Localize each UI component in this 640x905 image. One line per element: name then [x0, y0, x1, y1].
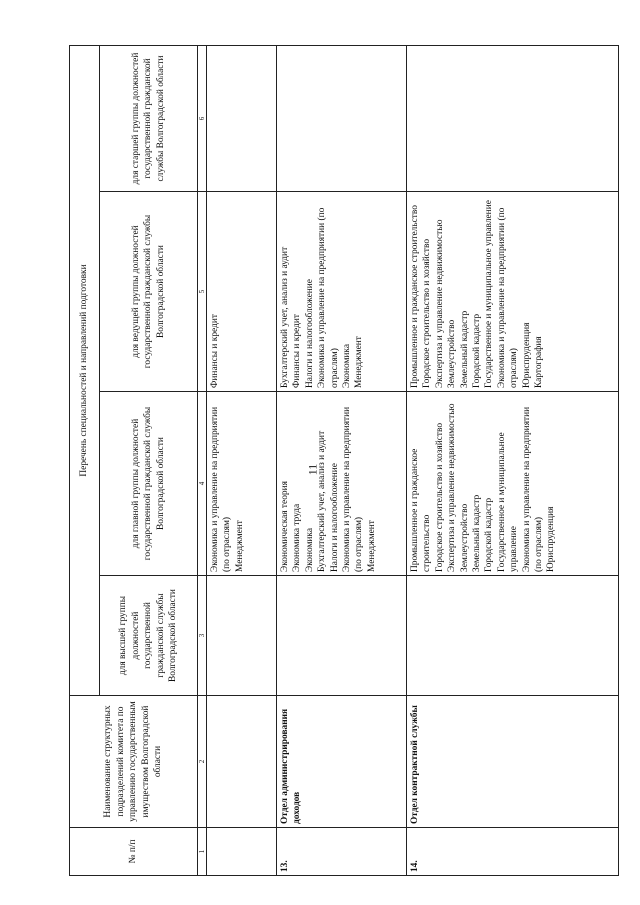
specialty-item: Экономика и управление на предприятии (по отраслям)	[496, 207, 520, 388]
specialty-item: Городское строительство и хозяйство	[422, 238, 433, 388]
header-leading-group: для ведущей группы должностей государственной гражданской службы Волгоградской области	[100, 192, 198, 392]
specialty-item: Экономика и управление на предприятии (по отраслям)	[521, 406, 545, 572]
highest-group-list	[207, 576, 277, 696]
main-group-list	[277, 392, 407, 576]
specialty-item: Землеустройство	[459, 503, 470, 572]
main-group-list	[207, 392, 277, 576]
specialty-item: Финансы и кредит	[292, 314, 303, 388]
header-main-group: для главной группы должностей государственной гражданской службы Волгоградской области	[100, 392, 198, 576]
senior-group-list	[277, 45, 407, 191]
rotated-table-container	[69, 46, 618, 876]
header-row-1	[70, 45, 100, 875]
specialty-item: Налоги и налогообложение	[329, 463, 340, 572]
specialty-item: Картография	[534, 336, 545, 388]
senior-group-list	[207, 45, 277, 191]
header-senior-group: для старшей группы должностей государственной гражданской службы Волгоградской области	[100, 45, 198, 191]
specialty-item: Финансы и кредит	[210, 314, 220, 388]
specialty-item: Государственное и муниципальное управление	[496, 432, 520, 572]
specialties-table	[69, 45, 619, 876]
specialty-item: Городской кадастр	[484, 497, 495, 572]
col-number: 5	[198, 192, 207, 392]
highest-group-list	[277, 576, 407, 696]
specialty-item: Бухгалтерский учет, анализ и аудит	[317, 430, 328, 572]
specialty-item: Экономика	[342, 343, 353, 388]
row-number: 13.	[277, 828, 407, 876]
specialty-item: Промышленное и гражданское строительство	[410, 205, 420, 388]
subdivision-name: Отдел контрактной службы	[407, 696, 619, 828]
col-number: 4	[198, 392, 207, 576]
leading-group-list	[277, 192, 407, 392]
header-group-title: Перечень специальностей и направлений подготовки	[70, 45, 100, 695]
row-number	[207, 828, 277, 876]
subdivision-name	[207, 696, 277, 828]
specialty-item: Государственное и муниципальное управление	[484, 200, 495, 388]
highest-group-list	[407, 576, 619, 696]
specialty-item: Городской кадастр	[472, 313, 483, 388]
specialty-item: Промышленное и гражданское строительство	[410, 448, 433, 572]
header-subdivision: Наименование структурных подразделений комитета по управлению государственным имуществом Волгоградской области	[70, 696, 198, 828]
header-num: № п/п	[70, 828, 198, 876]
specialty-item: Налоги и налогообложение	[304, 279, 315, 388]
header-highest-group: для высшей группы должностей государственной гражданской службы Волгоградской области	[100, 576, 198, 696]
specialty-item: Юриспруденция	[521, 322, 532, 388]
specialty-item: Экономическая теория	[280, 481, 290, 572]
specialty-item: Землеустройство	[447, 319, 458, 388]
specialty-item: Менеджмент	[234, 520, 245, 572]
specialty-item: Экономика и управление на предприятии (по отраслям)	[317, 207, 340, 388]
senior-group-list	[407, 45, 619, 191]
specialty-item: Бухгалтерский учет, анализ и аудит	[280, 246, 290, 388]
specialty-item: Земельный кадастр	[459, 310, 470, 388]
leading-group-list	[207, 192, 277, 392]
table-row	[207, 45, 277, 875]
col-number: 1	[198, 828, 207, 876]
specialty-item: Экономика труда	[292, 503, 303, 572]
col-number: 6	[198, 45, 207, 191]
specialty-item: Экспертиза и управление недвижимостью	[434, 219, 445, 388]
specialty-item: Экономика и управление на предприятии (по отраслям)	[210, 406, 233, 572]
specialty-item: Земельный кадастр	[472, 494, 483, 572]
main-group-list	[407, 392, 619, 576]
specialty-item: Городское строительство и хозяйство	[434, 422, 445, 572]
subdivision-name: Отдел администрирования доходов	[277, 696, 407, 828]
table-row	[277, 45, 407, 875]
specialty-item: Менеджмент	[366, 520, 377, 572]
column-numbers-row	[198, 45, 207, 875]
specialty-item: Экономика	[304, 527, 315, 572]
page-number: 11	[305, 463, 320, 476]
row-number: 14.	[407, 828, 619, 876]
leading-group-list	[407, 192, 619, 392]
col-number: 2	[198, 696, 207, 828]
specialty-item: Менеджмент	[354, 336, 365, 388]
specialty-item: Юриспруденция	[546, 506, 557, 572]
table-row	[407, 45, 619, 875]
specialty-item: Экспертиза и управление недвижимостью	[447, 403, 458, 572]
col-number: 3	[198, 576, 207, 696]
specialty-item: Экономика и управление на предприятии (по отраслям)	[342, 406, 365, 572]
